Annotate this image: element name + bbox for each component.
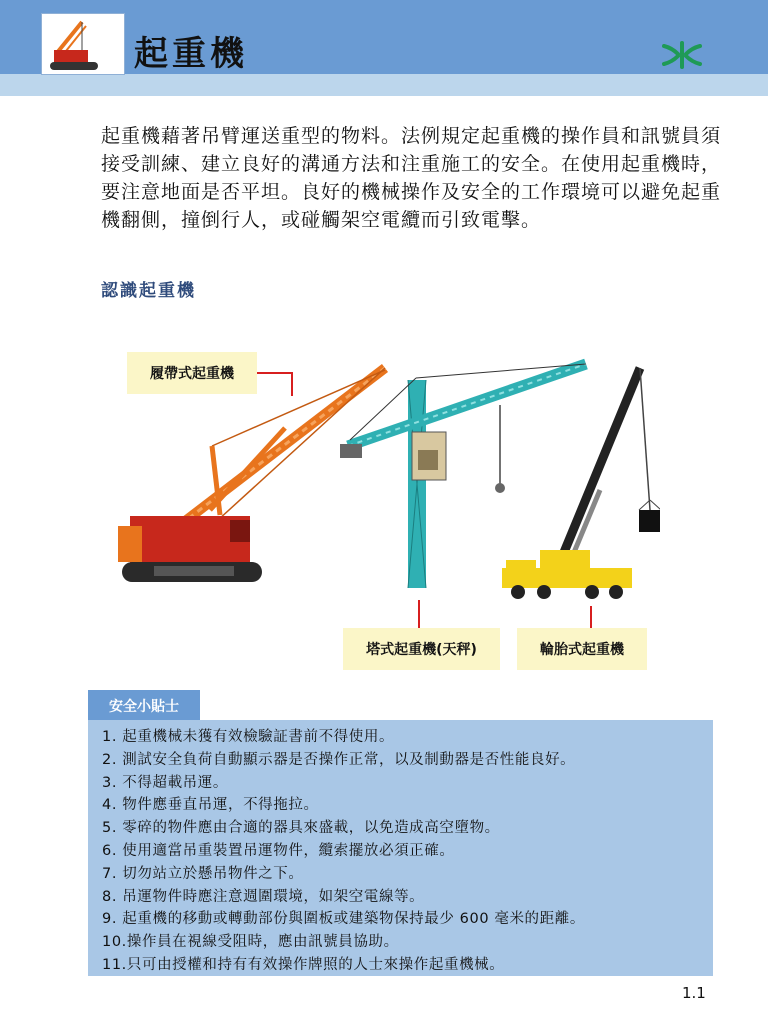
safety-tip-number: 8. xyxy=(102,888,118,905)
safety-tip-text: 不得超載吊運。 xyxy=(122,774,228,791)
section-heading: 認識起重機 xyxy=(101,281,196,301)
intro-paragraph: 起重機藉著吊臂運送重型的物料。法例規定起重機的操作員和訊號員須接受訓練、建立良好的溝通方法和注重施工的安全。在使用起重機時，要注意地面是否平坦。良好的機械操作及安全的工作環境可以避免起重機翻側，撞倒行人，或碰觸架空電纜而引致電擊。 xyxy=(101,125,722,231)
safety-tip-number: 3. xyxy=(102,774,118,791)
header-strip xyxy=(0,74,768,96)
safety-tips-list xyxy=(88,720,713,977)
safety-tip-item xyxy=(102,817,713,840)
pointer-line xyxy=(257,372,293,374)
safety-tip-number: 11. xyxy=(102,956,127,973)
safety-tip-number: 7. xyxy=(102,865,118,882)
page-title: 起重機 xyxy=(134,34,248,74)
safety-tip-item xyxy=(102,908,713,931)
safety-tip-text: 起重機的移動或轉動部份與圍板或建築物保持最少 600 毫米的距離。 xyxy=(122,911,585,928)
safety-tip-item xyxy=(102,954,713,977)
safety-tip-item xyxy=(102,886,713,909)
safety-tip-number: 10. xyxy=(102,934,127,951)
safety-tip-item xyxy=(102,840,713,863)
safety-tip-text: 零碎的物件應由合適的器具來盛載，以免造成高空墮物。 xyxy=(122,820,500,837)
safety-tip-text: 操作員在視線受阻時，應由訊號員協助。 xyxy=(126,934,399,951)
safety-tip-item xyxy=(102,863,713,886)
safety-tip-item xyxy=(102,931,713,954)
safety-tip-text: 吊運物件時應注意週圍環境，如架空電線等。 xyxy=(122,888,425,905)
safety-tip-item xyxy=(102,794,713,817)
safety-tip-text: 物件應垂直吊運，不得拖拉。 xyxy=(122,797,319,814)
safety-tips-box xyxy=(88,720,713,976)
safety-tip-number: 6. xyxy=(102,842,118,859)
pointer-line xyxy=(590,606,592,628)
page-number: 1.1 xyxy=(682,984,706,1002)
crawler-crane-icon xyxy=(42,14,124,74)
safety-tips-title: 安全小貼士 xyxy=(88,690,200,722)
label-tower-crane: 塔式起重機(天秤) xyxy=(343,628,500,670)
safety-tip-item xyxy=(102,726,713,749)
green-organization-logo-icon xyxy=(660,40,704,70)
safety-tip-number: 4. xyxy=(102,797,118,814)
safety-tip-text: 使用適當吊重裝置吊運物件，纜索擺放必須正確。 xyxy=(122,842,455,859)
label-crawler-crane: 履帶式起重機 xyxy=(127,352,257,394)
safety-tip-number: 5. xyxy=(102,820,118,837)
safety-tip-number: 2. xyxy=(102,751,118,768)
safety-tip-number: 9. xyxy=(102,911,118,928)
label-mobile-crane: 輪胎式起重機 xyxy=(517,628,647,670)
safety-tip-text: 只可由授權和持有有效操作牌照的人士來操作起重機械。 xyxy=(126,956,505,973)
safety-tip-number: 1. xyxy=(102,729,118,745)
safety-tip-text: 測試安全負荷自動顯示器是否操作正常，以及制動器是否性能良好。 xyxy=(122,751,576,768)
safety-tip-item xyxy=(102,772,713,795)
pointer-line xyxy=(291,372,293,396)
safety-tip-text: 起重機械未獲有效檢驗証書前不得使用。 xyxy=(122,729,395,745)
safety-tip-item xyxy=(102,749,713,772)
crawler-crane-illustration xyxy=(118,368,385,582)
pointer-line xyxy=(418,600,420,628)
mobile-crane-illustration xyxy=(502,368,660,599)
safety-tip-text: 切勿站立於懸吊物件之下。 xyxy=(122,865,304,882)
